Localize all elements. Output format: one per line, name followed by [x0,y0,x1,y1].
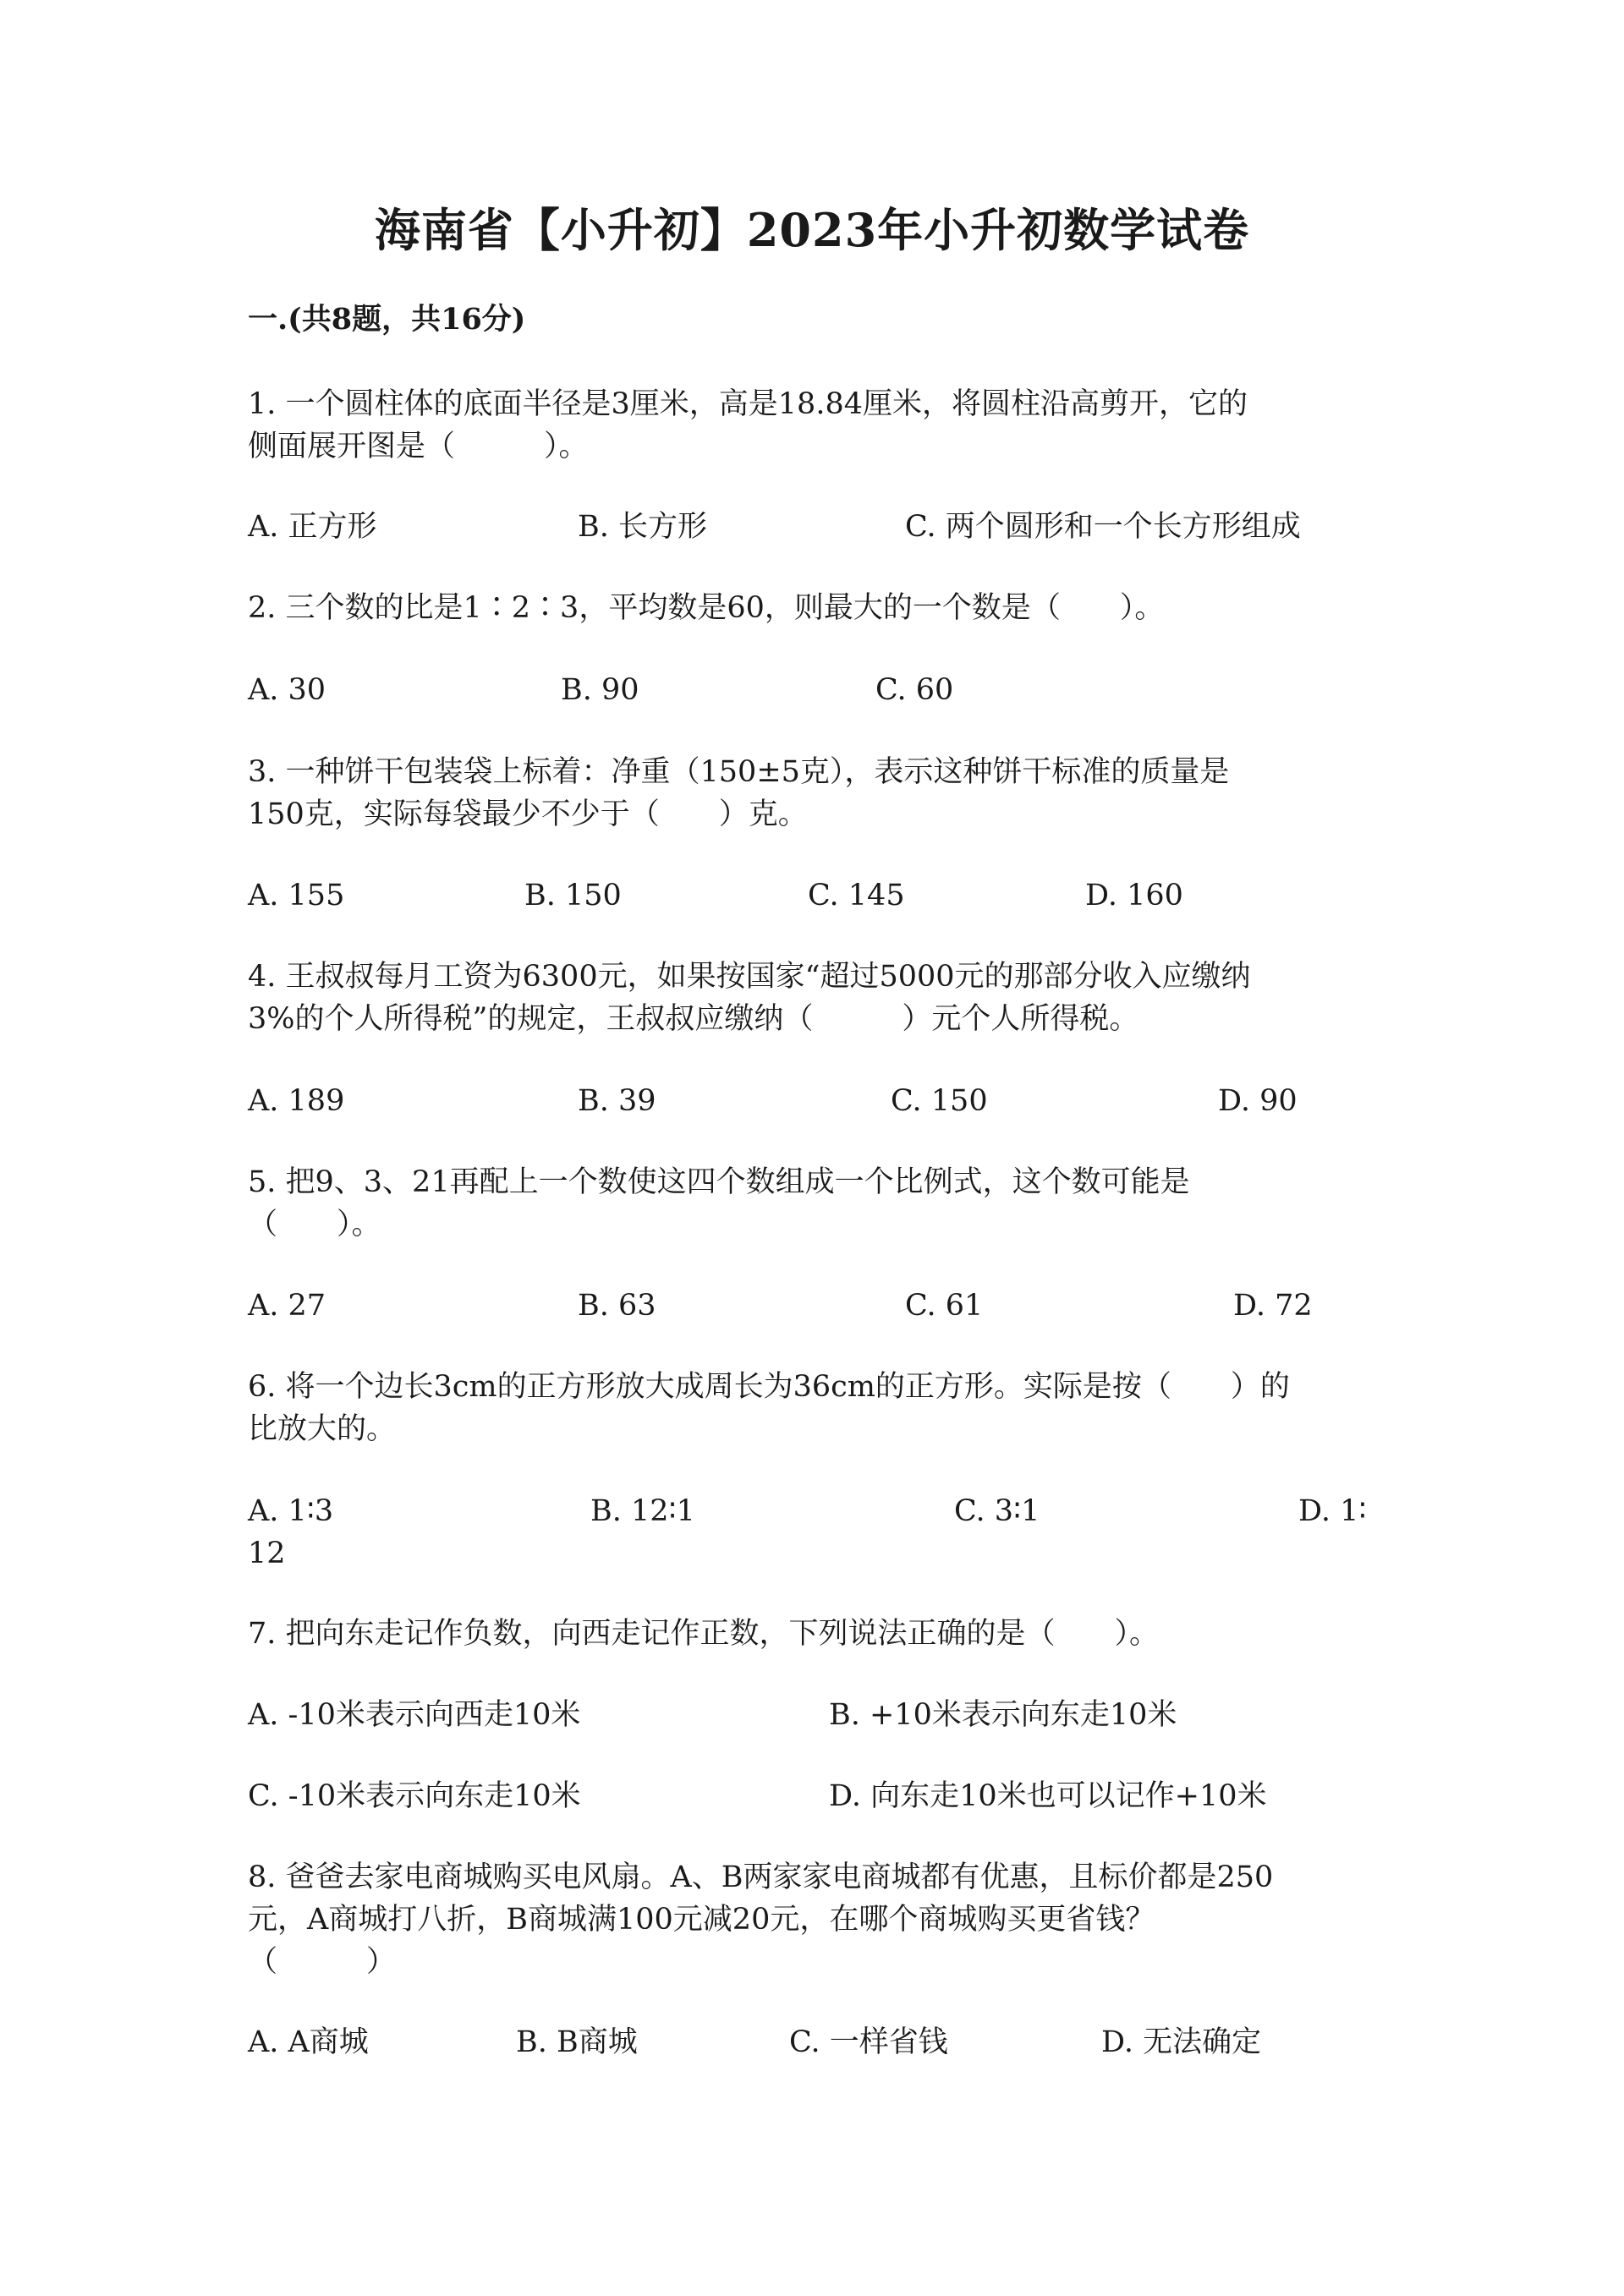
question-text-line: （ ）。 [248,1208,381,1241]
option-c: C. 150 [891,1084,988,1118]
question-text-line: 6. 将一个边长3cm的正方形放大成周长为36cm的正方形。实际是按（ ）的 [248,1370,1290,1404]
option-b: B. 90 [561,673,639,707]
option-a: A. 30 [248,673,326,707]
question-text-line: 比放大的。 [248,1412,397,1446]
option-c: C. 145 [808,879,905,912]
question-text-line: 侧面展开图是（ ）。 [248,430,589,463]
question-text-line: 2. 三个数的比是1∶2∶3，平均数是60，则最大的一个数是（ ）。 [248,591,1165,625]
option-b: B. +10米表示向东走10米 [829,1698,1177,1732]
question-text-line: （ ） [248,1945,397,1979]
option-c: C. 61 [905,1289,984,1323]
option-a: A. A商城 [248,2025,369,2059]
question-text-line: 7. 把向东走记作负数，向西走记作正数，下列说法正确的是（ ）。 [248,1617,1160,1651]
option-d: D. 72 [1233,1289,1313,1323]
option-d: D. 90 [1218,1084,1298,1118]
option-b: B. 12∶1 [590,1494,695,1528]
option-c: C. 3∶1 [954,1494,1040,1528]
section-heading: 一.(共8题，共16分) [248,302,526,337]
option-a: A. 27 [248,1289,326,1323]
option-a: A. 正方形 [248,510,377,544]
option-a: A. 189 [248,1084,345,1118]
option-b: B. 63 [578,1289,656,1323]
question-text-line: 3%的个人所得税”的规定，王叔叔应缴纳（ ）元个人所得税。 [248,1002,1139,1036]
option-d: D. 向东走10米也可以记作+10米 [829,1779,1267,1813]
option-a: A. 1∶3 [248,1494,334,1528]
question-text-line: 元，A商城打八折，B商城满100元减20元，在哪个商城购买更省钱？ [248,1903,1155,1937]
option-b: B. 39 [578,1084,656,1118]
option-d: D. 1∶ [1298,1494,1367,1528]
option-c: C. 60 [875,673,954,707]
option-d: D. 160 [1085,879,1183,912]
page-title: 海南省【小升初】2023年小升初数学试卷 [374,203,1250,257]
question-text-line: 4. 王叔叔每月工资为6300元，如果按国家“超过5000元的那部分收入应缴纳 [248,960,1251,994]
option-b: B. B商城 [516,2025,638,2059]
option-a: A. -10米表示向西走10米 [248,1698,581,1732]
option-c: C. 两个圆形和一个长方形组成 [905,510,1301,544]
question-text-line: 8. 爸爸去家电商城购买电风扇。A、B两家家电商城都有优惠，且标价都是250 [248,1860,1274,1894]
option-c: C. 一样省钱 [789,2025,948,2059]
option-b: B. 150 [524,879,622,912]
question-text-line: 3. 一种饼干包装袋上标着：净重（150±5克），表示这种饼干标准的质量是 [248,755,1230,789]
question-text-line: 5. 把9、3、21再配上一个数使这四个数组成一个比例式，这个数可能是 [248,1165,1190,1199]
option-d-wrap: 12 [248,1537,286,1570]
question-text-line: 150克，实际每袋最少不少于（ ）克。 [248,797,808,831]
option-d: D. 无法确定 [1101,2025,1262,2059]
option-b: B. 长方形 [578,510,707,544]
question-text-line: 1. 一个圆柱体的底面半径是3厘米，高是18.84厘米，将圆柱沿高剪开，它的 [248,387,1248,421]
option-c: C. -10米表示向东走10米 [248,1779,581,1813]
option-a: A. 155 [248,879,345,912]
